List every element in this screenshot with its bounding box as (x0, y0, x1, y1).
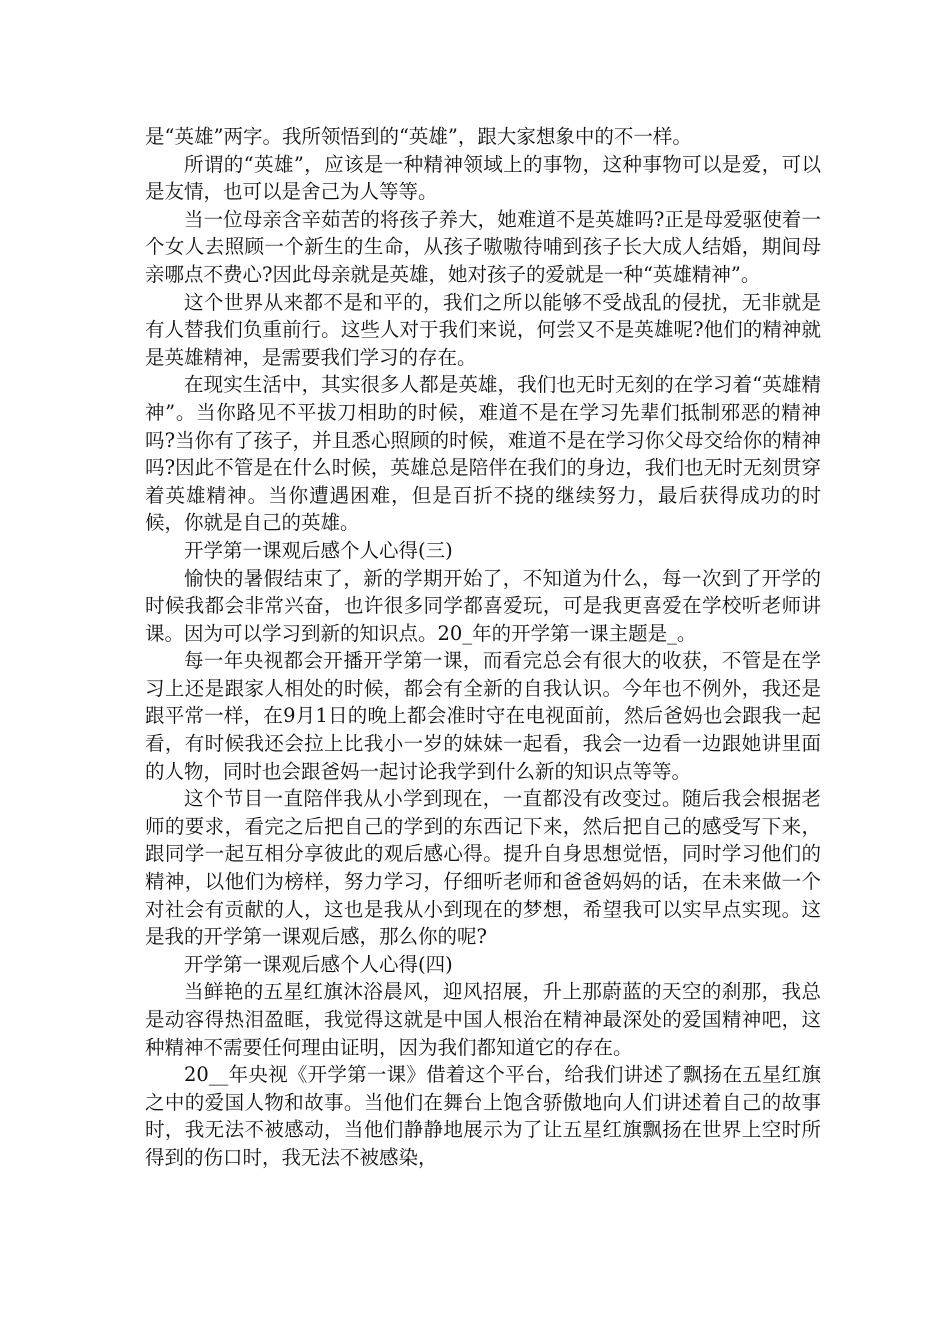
paragraph-flag-raising: 当鲜艳的五星红旗沐浴晨风，迎风招展，升上那蔚蓝的天空的刹那，我总是动容得热泪盈眶，我觉得这就是中国人根治在精神最深处的爱国精神吧，这种精神不需要任何理由证明，因为我们都知道它的存在。 (145, 980, 821, 1059)
document-page (145, 123, 821, 1172)
paragraph-hero-definition: 所谓的“英雄”，应该是一种精神领域上的事物，这种事物可以是爱，可以是友情，也可以是舍己为人等等。 (145, 152, 821, 204)
paragraph-first-lesson-stories: 20__年央视《开学第一课》借着这个平台，给我们讲述了飘扬在五星红旗之中的爱国人物和故事。当他们在舞台上饱含骄傲地向人们讲述着自己的故事时，我无法不被感动，当他们静静地展示为了让五星红旗飘扬在世界上空时所得到的伤口时，我无法不被感染， (145, 1063, 821, 1169)
paragraph-cctv-program: 每一年央视都会开播开学第一课，而看完总会有很大的收获，不管是在学习上还是跟家人相处的时候，都会有全新的自我认识。今年也不例外，我还是跟平常一样，在9月1日的晚上都会准时守在电视面前，然后爸妈也会跟我一起看，有时候我还会拉上比我小一岁的妹妹一起看，我会一边看一边跟她讲里面的人物，同时也会跟爸妈一起讨论我学到什么新的知识点等等。 (145, 649, 821, 783)
paragraph-summer-end: 愉快的暑假结束了，新的学期开始了，不知道为什么，每一次到了开学的时候我都会非常兴奋，也许很多同学都喜爱玩，可是我更喜爱在学校听老师讲课。因为可以学习到新的知识点。20_年的开学第一课主题是_。 (145, 566, 821, 645)
paragraph-world-peace: 这个世界从来都不是和平的，我们之所以能够不受战乱的侵扰，无非就是有人替我们负重前行。这些人对于我们来说，何尝又不是英雄呢?他们的精神就是英雄精神，是需要我们学习的存在。 (145, 290, 821, 369)
paragraph-real-life-heroes: 在现实生活中，其实很多人都是英雄，我们也无时无刻的在学习着“英雄精神”。当你路见不平拔刀相助的时候，难道不是在学习先辈们抵制邪恶的精神吗?当你有了孩子，并且悉心照顾的时候，难道不是在学习你父母交给你的精神吗?因此不管是在什么时候，英雄总是陪伴在我们的身边，我们也无时无刻贯穿着英雄精神。当你遭遇困难，但是百折不挠的继续努力，最后获得成功的时候，你就是自己的英雄。 (145, 373, 821, 535)
paragraph-continuation: 是“英雄”两字。我所领悟到的“英雄”，跟大家想象中的不一样。 (145, 125, 692, 148)
section-heading-4: 开学第一课观后感个人心得(四) (184, 952, 453, 976)
section-heading-3: 开学第一课观后感个人心得(三) (184, 538, 453, 562)
paragraph-mother-hero: 当一位母亲含辛茹苦的将孩子养大，她难道不是英雄吗?正是母爱驱使着一个女人去照顾一个新生的生命，从孩子嗷嗷待哺到孩子长大成人结婚，期间母亲哪点不费心?因此母亲就是英雄，她对孩子的爱就是一种“英雄精神”。 (145, 207, 821, 286)
paragraph-program-accompany: 这个节目一直陪伴我从小学到现在，一直都没有改变过。随后我会根据老师的要求，看完之后把自己的学到的东西记下来，然后把自己的感受写下来，跟同学一起互相分享彼此的观后感心得。提升自身思想觉悟，同时学习他们的精神，以他们为榜样，努力学习，仔细听老师和爸爸妈妈的话，在未来做一个对社会有贡献的人，这也是我从小到现在的梦想，希望我可以实早点实现。这是我的开学第一课观后感，那么你的呢? (145, 787, 821, 949)
